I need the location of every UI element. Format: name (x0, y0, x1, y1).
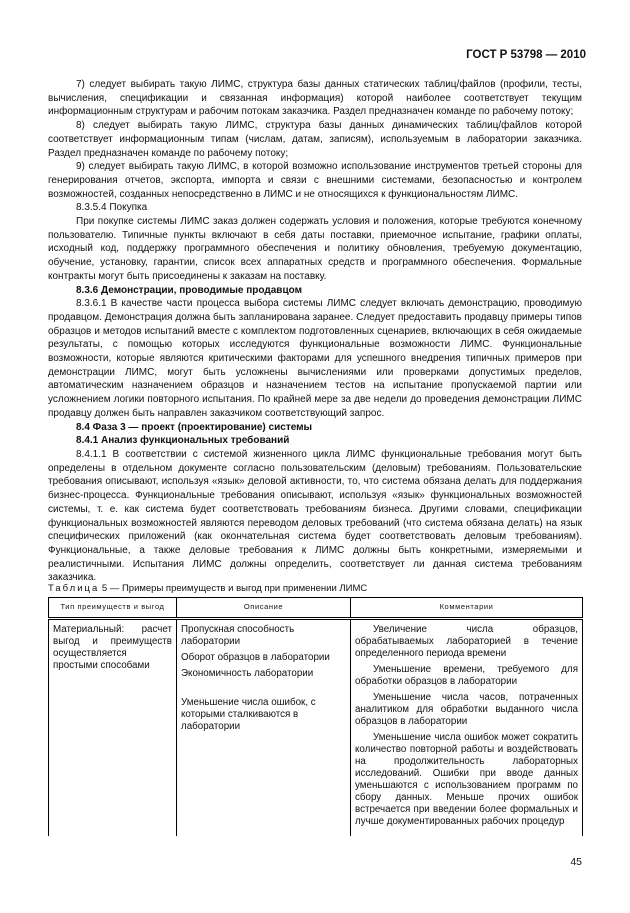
comments-cell (351, 619, 583, 837)
comment-economy: Уменьшение числа часов, потраченных аналитиком для обработки выданного числа образцов в лаборатории (355, 692, 578, 727)
table-row (49, 619, 583, 837)
document-header: ГОСТ Р 53798 — 2010 (466, 49, 586, 61)
section-heading-phase-3: 8.4 Фаза 3 — проект (проектирование) системы (76, 421, 313, 433)
benefits-table (48, 597, 583, 836)
paragraph-purchase: При покупке системы ЛИМС заказ должен содержать условия и положения, которые требуются конечному пользователю. Типичные пункты включают в себя даты поставки, приемочное испытание, графики оплаты, исходный код, поддержку программного обеспечения и политику обновления, требуемую документацию, обучение, установку, гарантии, список всех аппаратных средств и программного обеспечения. Формальные контракты могут быть присоединены к заказам на поставку. (48, 216, 582, 282)
description-errors: Уменьшение числа ошибок, с которыми сталкиваются в лаборатории (181, 697, 316, 732)
paragraph-demonstrations: 8.3.6.1 В качестве части процесса выбора системы ЛИМС следует включать демонстрацию, проводимую продавцом. Демонстрация должна быть запланирована заранее. Следует предоставить продавцу примеры типов образцов и методов испытаний вместе с комплектом подготовленных сценариев, включающих в себя ожидаемые результаты, с помощью которых исследуются функциональные возможности ЛИМС. Функциональные возможности, которые являются критическими факторами для успешного внедрения типичных примеров при демонстрации ЛИМС, могут быть усложнены вычислениями или проверками допустимых пределов, автоматическим назначением образцов и назначением тестов на испытание пропускаемой партии или усложнением логики повторного испытания. По крайней мере за две недели до проведения демонстрации ЛИМС продавцу должен быть направлен заказчиком соответствующий запрос. (48, 298, 582, 419)
table-caption-text: 5 — Примеры преимуществ и выгод при применении ЛИМС (101, 583, 368, 594)
paragraph-item-7: 7) следует выбирать такую ЛИМС, структура базы данных статических таблиц/файлов (профили, тесты, вычисления, спецификации и связанная информация) которой наиболее соответствует текущим информационным структурам и рабочим потокам заказчика. Раздел предназначен команде по рабочему потоку; (48, 79, 582, 118)
section-heading-demonstrations: 8.3.6 Демонстрации, проводимые продавцом (76, 284, 302, 296)
subsection-heading-purchase: 8.3.5.4 Покупка (76, 202, 148, 214)
description-turnover: Оборот образцов в лаборатории (181, 652, 330, 663)
paragraph-item-9: 9) следует выбирать такую ЛИМС, в которой возможно использование инструментов третьей стороны для генерирования отчетов, экспорта, импорта и связи с внешними системами, безопасностью и контролем возможностей, созданных непосредственно в ЛИМС и не относящихся к функциональностям ЛИМС. (48, 161, 582, 200)
column-header-comments: Комментарии (351, 598, 583, 619)
table-caption-prefix: Таблица (48, 583, 100, 594)
column-header-description: Описание (177, 598, 351, 619)
paragraph-functional-requirements: 8.4.1.1 В соответствии с системой жизненного цикла ЛИМС функциональные требования могут быть определены в отдельном документе согласно пользовательским (деловым) требованиям. Пользовательские требования описывают, используя «язык» деловой активности, то, что система обязана делать для поддержания бизнес-процесса. Функциональные требования описывают, используя «язык» функциональных возможностей системы, т. е. как система будет соответствовать требованиям бизнеса. Другими словами, спецификации функциональных возможностей являются переводом деловых требований (что система обязана делать) на язык специфических приложений (как окончательная система будет соответствовать деловым требованиям). Функциональные, а также деловые требования к ЛИМС должны быть конкретными, измеряемыми и реалистичными. Испытания ЛИМС должны определить, соответствует ли данная система требованиям заказчика. (48, 448, 582, 584)
section-heading-functional-analysis: 8.4.1 Анализ функциональных требований (76, 435, 290, 447)
table-caption (48, 583, 367, 594)
body-text (48, 78, 582, 585)
page-number: 45 (570, 856, 582, 868)
column-header-type: Тип преимуществ и выгод (49, 598, 177, 619)
description-economy: Экономичность лаборатории (181, 668, 314, 679)
comment-errors: Уменьшение числа ошибок может сократить количество повторной работы и воздействовать на продолжительность лабораторных исследований. Ошибки при вводе данных уменьшаются с использованием программ по сбору данных. Меньше прочих ошибок встречается при введении более формальных и лучше документированных рабочих процедур (355, 732, 578, 827)
comment-throughput: Увеличение числа образцов, обрабатываемых лабораторией в течение определенного периода времени (355, 624, 578, 659)
description-cell (177, 619, 351, 837)
paragraph-item-8: 8) следует выбирать такую ЛИМС, структура базы данных динамических таблиц/файлов которой соответствует информационным типам (числам, датам, записям), используемым в лаборатории заказчика. Раздел предназначен команде по рабочему потоку; (48, 120, 582, 159)
table-header-row (49, 598, 583, 619)
description-spacer (181, 684, 346, 693)
benefit-type-cell: Материальный: расчет выгод и преимуществ осуществляется простыми способами (49, 619, 177, 837)
comment-turnover: Уменьшение времени, требуемого для обработки образцов в лаборатории (355, 664, 578, 687)
description-throughput: Пропускная способность лаборатории (181, 624, 295, 647)
